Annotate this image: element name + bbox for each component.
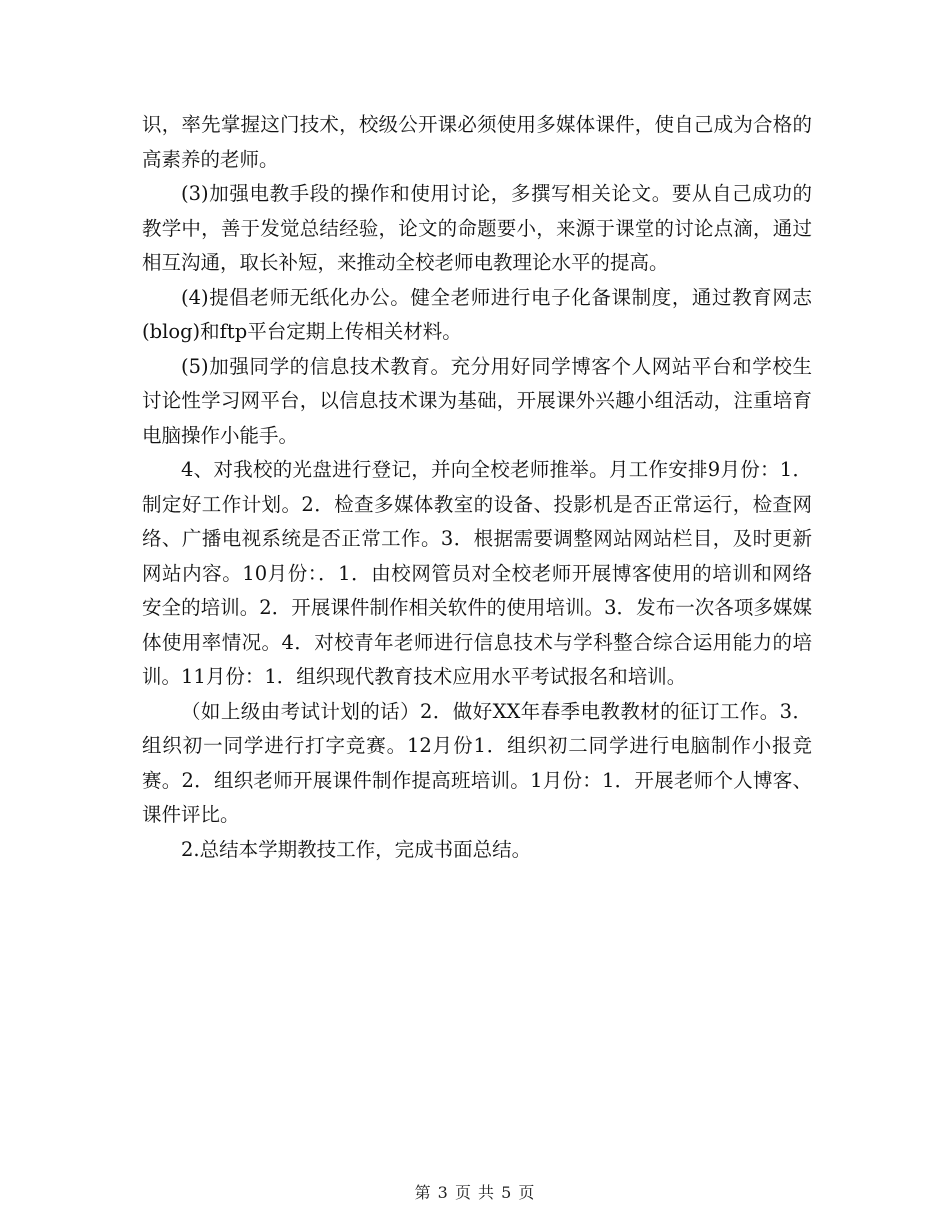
paragraph-item-5: (5)加强同学的信息技术教育。充分用好同学博客个人网站平台和学校生讨论性学习网平台，以信息技术课为基础，开展课外兴趣小组活动，注重培育电脑操作小能手。	[142, 354, 812, 447]
paragraph-monthly-schedule: 4、对我校的光盘进行登记，并向全校老师推举。月工作安排9月份：1．制定好工作计划。2．检查多媒体教室的设备、投影机是否正常运行，检查网络、广播电视系统是否正常工作。3．根据需要调整网站网站栏目，及时更新网站内容。10月份：．1．由校网管员对全校老师开展博客使用的培训和网络安全的培训。2．开展课件制作相关软件的使用培训。3．发布一次各项多媒媒体使用率情况。4．对校青年老师进行信息技术与学科整合综合运用能力的培训。11月份：1．组织现代教育技术应用水平考试报名和培训。	[142, 458, 812, 688]
paragraph-summary: 2.总结本学期教技工作，完成书面总结。	[181, 837, 532, 861]
paragraph-item-3: (3)加强电教手段的操作和使用讨论，多撰写相关论文。要从自己成功的教学中，善于发觉总结经验，论文的命题要小，来源于课堂的讨论点滴，通过相互沟通，取长补短，来推动全校老师电教理论水平的提高。	[142, 182, 812, 274]
document-body	[142, 108, 812, 867]
page-footer: 第 3 页 共 5 页	[414, 1183, 536, 1202]
paragraph-continuation: 识，率先掌握这门技术，校级公开课必须使用多媒体课件，使自己成为合格的高素养的老师。	[142, 113, 812, 171]
paragraph-schedule-continued: （如上级由考试计划的话）2．做好XX年春季电教教材的征订工作。3．组织初一同学进行打字竞赛。12月份1．组织初二同学进行电脑制作小报竞赛。2．组织老师开展课件制作提高班培训。1月份：1．开展老师个人博客、课件评比。	[142, 699, 812, 826]
paragraph-item-4: (4)提倡老师无纸化办公。健全老师进行电子化备课制度，通过教育网志(blog)和ftp平台定期上传相关材料。	[142, 285, 812, 343]
